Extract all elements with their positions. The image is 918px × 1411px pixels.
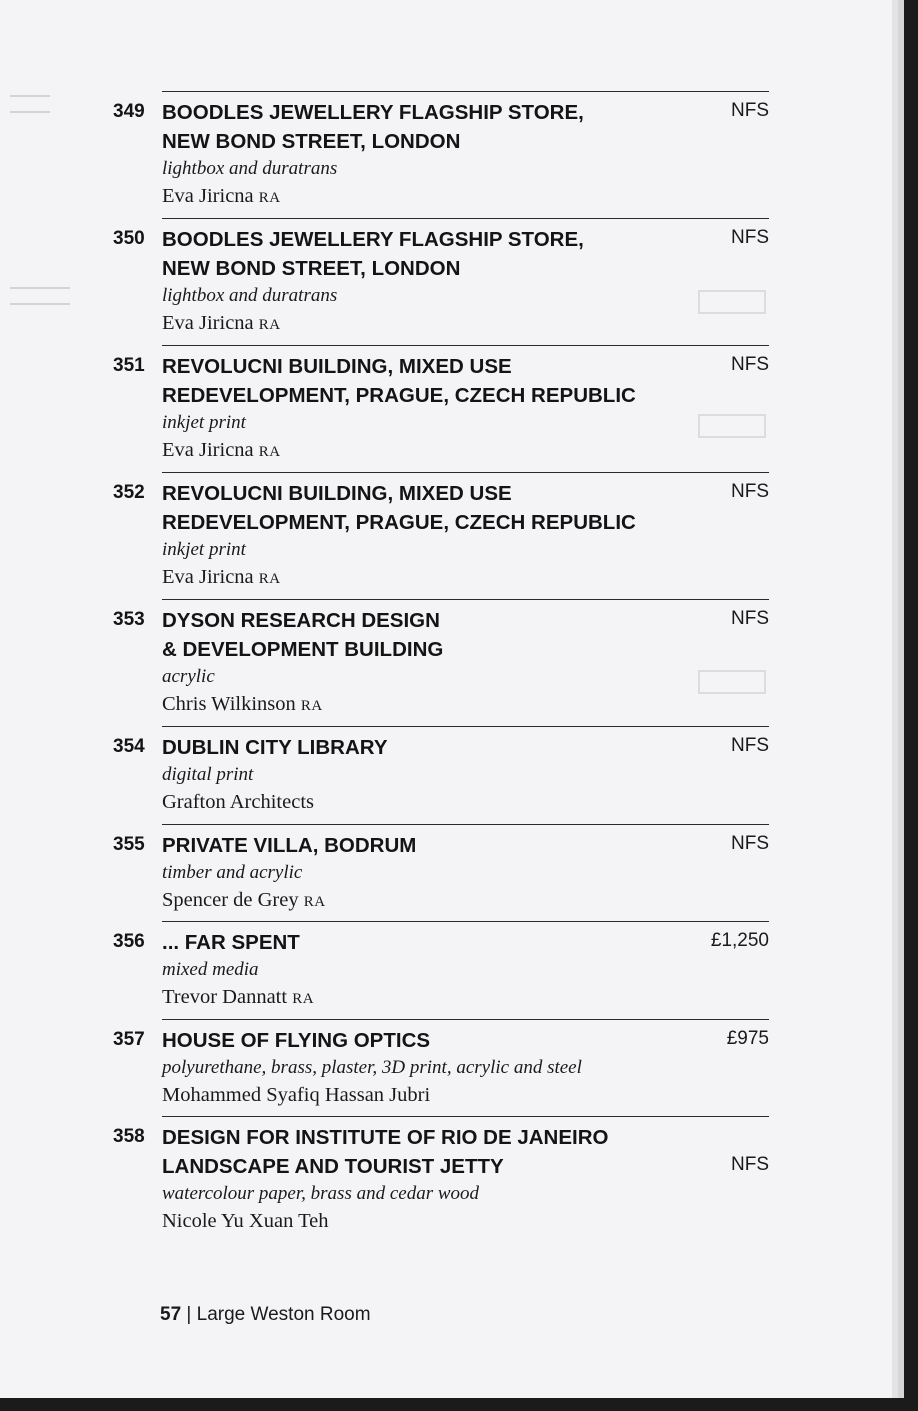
entry-medium: polyurethane, brass, plaster, 3D print, acrylic and steel (162, 1057, 582, 1078)
entry-number: 357 (113, 1029, 145, 1050)
entry-artist (162, 439, 281, 462)
entry-price: NFS (731, 833, 769, 854)
entry-title-line: PRIVATE VILLA, BODRUM (162, 834, 417, 857)
artist-suffix: RA (258, 571, 281, 587)
entry-title (162, 831, 692, 860)
entry-artist (162, 1210, 329, 1233)
artist-name: Spencer de Grey (162, 889, 299, 911)
artist-name: Eva Jiricna (162, 566, 254, 588)
entry-price: NFS (731, 608, 769, 629)
entry-title-line: HOUSE OF FLYING OPTICS (162, 1029, 431, 1052)
entry-medium: mixed media (162, 959, 259, 980)
entry-artist (162, 986, 314, 1009)
entry-divider (162, 824, 769, 825)
entry-divider (162, 1019, 769, 1020)
entry-title (162, 928, 692, 957)
artist-name: Grafton Architects (162, 791, 314, 813)
show-through-mark (10, 287, 70, 305)
entry-price: NFS (731, 354, 769, 375)
entry-artist (162, 185, 281, 208)
entry-number: 353 (113, 609, 145, 630)
artist-name: Trevor Dannatt (162, 986, 288, 1008)
page-footer (160, 1304, 371, 1326)
entry-artist (162, 693, 323, 716)
entry-artist (162, 312, 281, 335)
entry-price: £1,250 (710, 930, 769, 951)
entry-artist (162, 1084, 430, 1107)
entry-title-line: BOODLES JEWELLERY FLAGSHIP STORE, (162, 228, 584, 251)
entry-number: 355 (113, 834, 145, 855)
entry-number: 351 (113, 355, 145, 376)
entry-title (162, 1123, 692, 1181)
entry-title (162, 352, 692, 410)
entry-title (162, 479, 692, 537)
entry-artist (162, 566, 281, 589)
entry-medium: watercolour paper, brass and cedar wood (162, 1183, 480, 1204)
entry-divider (162, 1116, 769, 1117)
entry-artist (162, 791, 314, 814)
entry-title-line: NEW BOND STREET, LONDON (162, 257, 461, 280)
entry-title-line: REVOLUCNI BUILDING, MIXED USE (162, 482, 512, 505)
entry-divider (162, 921, 769, 922)
artist-suffix: RA (292, 991, 315, 1007)
artist-name: Eva Jiricna (162, 312, 254, 334)
entry-title-line: REDEVELOPMENT, PRAGUE, CZECH REPUBLIC (162, 384, 636, 407)
page-number: 57 (160, 1304, 182, 1325)
entry-price: NFS (731, 1154, 769, 1175)
artist-name: Nicole Yu Xuan Teh (162, 1210, 329, 1232)
entry-price: NFS (731, 735, 769, 756)
entry-price: NFS (731, 100, 769, 121)
entry-title (162, 98, 692, 156)
entry-divider (162, 345, 769, 346)
entry-divider (162, 726, 769, 727)
entry-medium: lightbox and duratrans (162, 158, 338, 179)
entry-price: NFS (731, 227, 769, 248)
entry-price: NFS (731, 481, 769, 502)
artist-suffix: RA (258, 444, 281, 460)
entry-title-line: & DEVELOPMENT BUILDING (162, 638, 444, 661)
entry-title-line: LANDSCAPE AND TOURIST JETTY (162, 1155, 504, 1178)
entry-title-line: DYSON RESEARCH DESIGN (162, 609, 440, 632)
entry-title (162, 606, 692, 664)
artist-name: Eva Jiricna (162, 185, 254, 207)
entry-divider (162, 472, 769, 473)
entry-medium: inkjet print (162, 539, 246, 560)
entry-medium: inkjet print (162, 412, 246, 433)
artist-name: Mohammed Syafiq Hassan Jubri (162, 1084, 431, 1106)
entry-number: 358 (113, 1126, 145, 1147)
artist-name: Eva Jiricna (162, 439, 254, 461)
entry-divider (162, 91, 769, 92)
show-through-mark (698, 290, 766, 314)
room-name: Large Weston Room (196, 1304, 371, 1325)
show-through-mark (10, 95, 50, 113)
artist-suffix: RA (258, 317, 281, 333)
entry-medium: timber and acrylic (162, 862, 303, 883)
artist-name: Chris Wilkinson (162, 693, 296, 715)
entry-medium: digital print (162, 764, 254, 785)
entry-number: 356 (113, 931, 145, 952)
entry-title-line: NEW BOND STREET, LONDON (162, 130, 461, 153)
entry-title-line: DESIGN FOR INSTITUTE OF RIO DE JANEIRO (162, 1126, 609, 1149)
entry-divider (162, 599, 769, 600)
entry-number: 350 (113, 228, 145, 249)
show-through-mark (698, 670, 766, 694)
entry-number: 349 (113, 101, 145, 122)
entry-number: 354 (113, 736, 145, 757)
artist-suffix: RA (300, 698, 323, 714)
entry-title (162, 225, 692, 283)
entry-price: £975 (726, 1028, 769, 1049)
show-through-mark (698, 414, 766, 438)
artist-suffix: RA (303, 894, 326, 910)
entry-title-line: BOODLES JEWELLERY FLAGSHIP STORE, (162, 101, 584, 124)
entry-title-line: ... FAR SPENT (162, 931, 300, 954)
entry-artist (162, 889, 326, 912)
entry-title-line: REVOLUCNI BUILDING, MIXED USE (162, 355, 512, 378)
entry-number: 352 (113, 482, 145, 503)
footer-separator: | (186, 1304, 192, 1325)
entry-title (162, 1026, 692, 1055)
entry-title (162, 733, 692, 762)
artist-suffix: RA (258, 190, 281, 206)
entry-divider (162, 218, 769, 219)
entry-medium: acrylic (162, 666, 215, 687)
entry-title-line: DUBLIN CITY LIBRARY (162, 736, 388, 759)
entry-medium: lightbox and duratrans (162, 285, 338, 306)
entry-title-line: REDEVELOPMENT, PRAGUE, CZECH REPUBLIC (162, 511, 636, 534)
